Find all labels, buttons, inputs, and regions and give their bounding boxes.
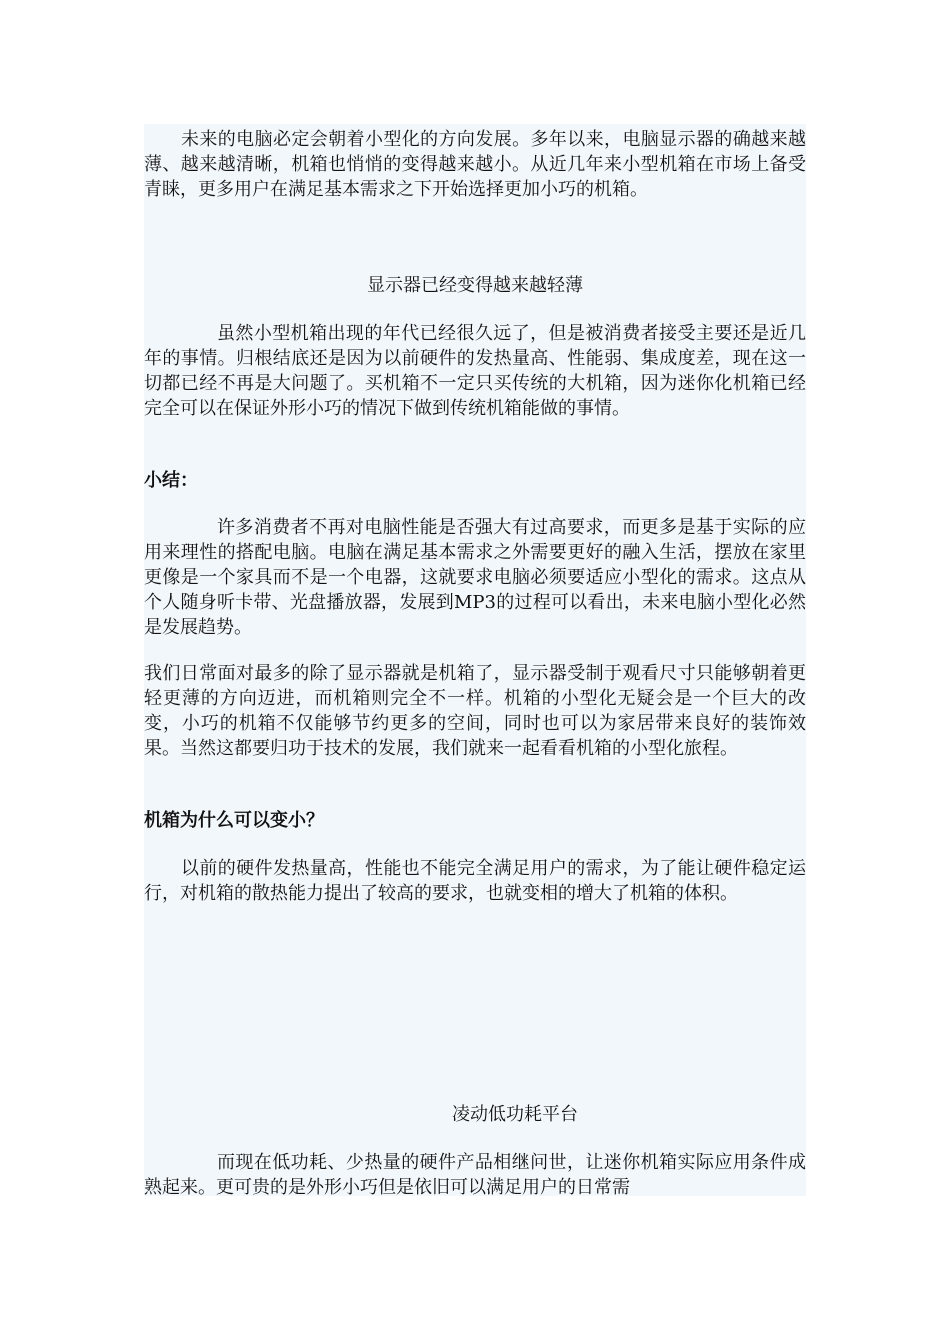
why-heading: 机箱为什么可以变小？ [144, 810, 324, 831]
now-paragraph: 而现在低功耗、少热量的硬件产品相继问世，让迷你机箱实际应用条件成熟起来。更可贵的是外形小巧但是依旧可以满足用户的日常需 [144, 1152, 806, 1198]
history-paragraph: 虽然小型机箱出现的年代已经很久远了，但是被消费者接受主要还是近几年的事情。归根结底还是因为以前硬件的发热量高、性能弱、集成度差，现在这一切都已经不再是大问题了。买机箱不一定只买传统的大机箱，因为迷你化机箱已经完全可以在保证外形小巧的情况下做到传统机箱能做的事情。 [144, 323, 806, 419]
image-caption-platform: 凌动低功耗平台 [452, 1104, 578, 1125]
summary-paragraph: 许多消费者不再对电脑性能是否强大有过高要求，而更多是基于实际的应用来理性的搭配电脑。电脑在满足基本需求之外需要更好的融入生活，摆放在家里更像是一个家具而不是一个电器，这就要求电脑必须要适应小型化的需求。这点从个人随身听卡带、光盘播放器，发展到MP3的过程可以看出，未来电脑小型化必然是发展趋势。 [144, 517, 806, 638]
image-caption-display: 显示器已经变得越来越轻薄 [367, 275, 583, 296]
summary-heading: 小结： [144, 470, 198, 491]
intro-paragraph: 未来的电脑必定会朝着小型化的方向发展。多年以来，电脑显示器的确越来越薄、越来越清晰，机箱也悄悄的变得越来越小。从近几年来小型机箱在市场上备受青睐，更多用户在满足基本需求之下开始选择更加小巧的机箱。 [144, 129, 806, 200]
why-paragraph: 以前的硬件发热量高，性能也不能完全满足用户的需求，为了能让硬件稳定运行，对机箱的散热能力提出了较高的要求，也就变相的增大了机箱的体积。 [144, 858, 806, 904]
daily-paragraph: 我们日常面对最多的除了显示器就是机箱了，显示器受制于观看尺寸只能够朝着更轻更薄的方向迈进，而机箱则完全不一样。机箱的小型化无疑会是一个巨大的改变，小巧的机箱不仅能够节约更多的空间，同时也可以为家居带来良好的装饰效果。当然这都要归功于技术的发展，我们就来一起看看机箱的小型化旅程。 [144, 663, 806, 759]
